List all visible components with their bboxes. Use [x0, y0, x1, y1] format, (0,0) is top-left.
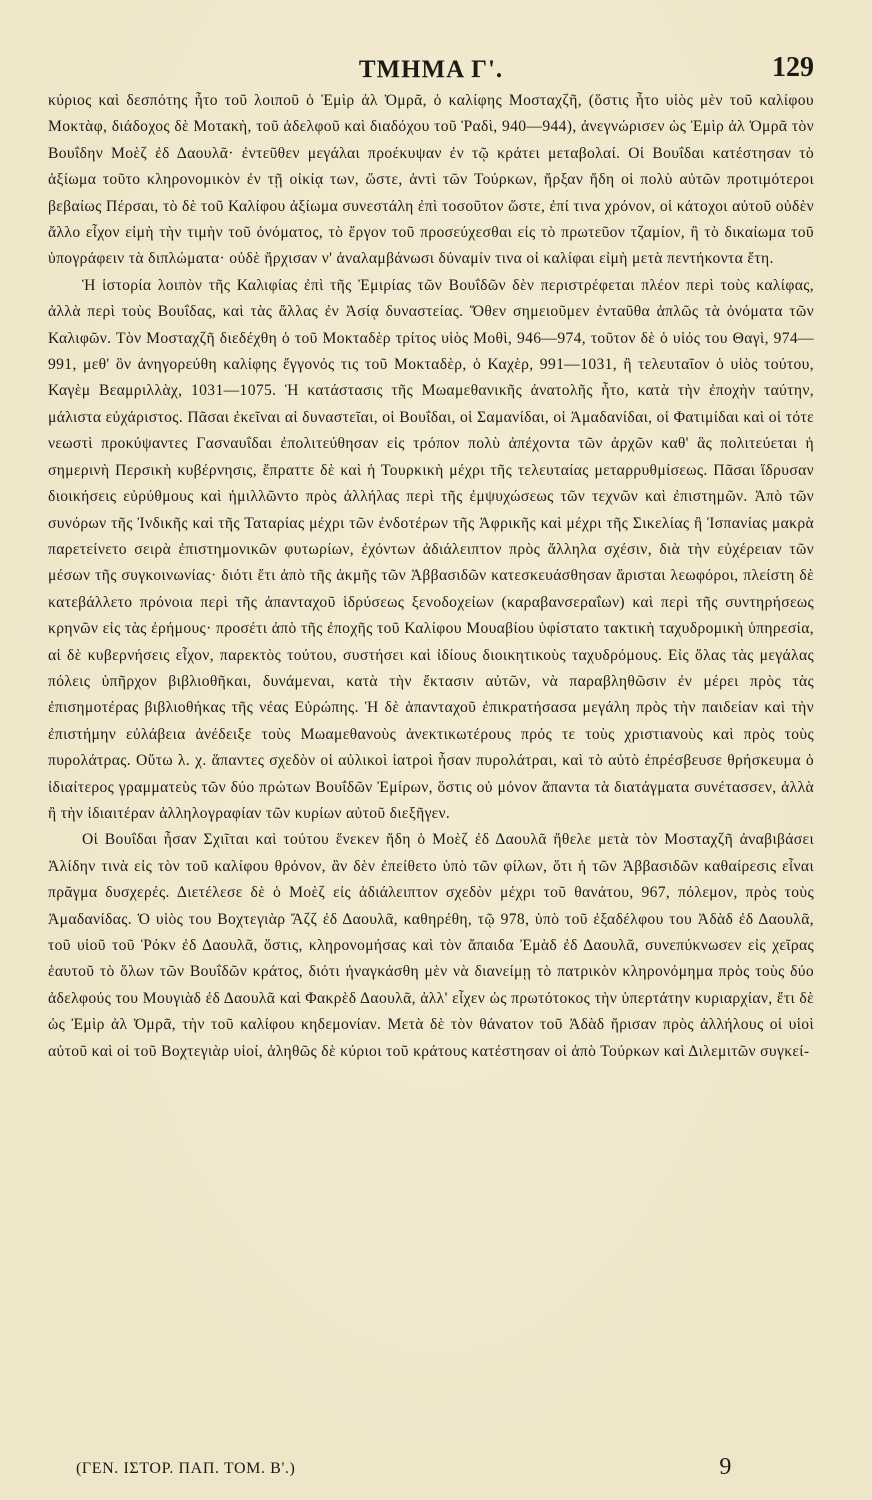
paragraph-buyids: Οἱ Βουΐδαι ἦσαν Σχιῖται καὶ τούτου ἕνεκεν ἤδη ὁ Μοὲζ ἐδ Δαουλᾶ ἤθελε μετὰ τὸν Μοσταχζῆ ἀναβιβάσει Ἀλίδην τινὰ εἰς τὸν τοῦ καλίφου θρόνον, ἂν δὲν ἐπείθετο ὑπὸ τῶν φίλων, ὅτι ἡ τῶν Ἀββασιδῶν καθαίρεσις εἶναι πρᾶγμα δυσχερές. Διετέλεσε δὲ ὁ Μοὲζ εἰς ἀδιάλειπτον σχεδὸν μέχρι τοῦ θανάτου, 967, πόλεμον, πρὸς τοὺς Ἀμαδανίδας. Ὁ υἱὸς του Βοχτεγιὰρ Ἄζζ ἐδ Δαουλᾶ, καθηρέθη, τῷ 978, ὑπὸ τοῦ ἐξαδέλφου του Ἀδὰδ ἐδ Δαουλᾶ, τοῦ υἱοῦ τοῦ Ῥόκν ἐδ Δαουλᾶ, ὅστις, κληρονομήσας καὶ τὸν ἄπαιδα Ἐμὰδ ἐδ Δαουλᾶ, συνεπύκνωσεν εἰς χεῖρας ἑαυτοῦ τὸ ὅλων τῶν Βουΐδῶν κράτος, διότι ἠναγκάσθη μὲν νὰ διανείμῃ τὸ πατρικὸν κληρονόμημα πρὸς τοὺς δύο ἀδελφούς του Μουγιὰδ ἐδ Δαουλᾶ καὶ Φακρὲδ Δαουλᾶ, ἀλλ' εἶχεν ὡς πρωτότοκος τὴν ὑπερτάτην κυριαρχίαν, ἔτι δὲ ὡς Ἐμὶρ ἀλ Ὀμρᾶ, τὴν τοῦ καλίφου κηδεμονίαν. Μετὰ δὲ τὸν θάνατον τοῦ Ἀδὰδ ἤρισαν πρὸς ἀλλήλους οἱ υἱοὶ αὐτοῦ καὶ οἱ τοῦ Βοχτεγιὰρ υἱοί, ἀληθῶς δὲ κύριοι τοῦ κράτους κατέστησαν οἱ ἀπὸ Τούρκων καὶ Διλεμιτῶν συγκεί- [48, 831, 814, 1060]
section-title: ΤΜΗΜΑ Γ'. [358, 56, 504, 83]
paragraph-caliphs-history: Ἡ ἱστορία λοιπὸν τῆς Καλιφίας ἐπὶ τῆς Ἐμιρίας τῶν Βουΐδῶν δὲν περιστρέφεται πλέον περὶ τοὺς καλίφας, ἀλλὰ περὶ τοὺς Βουΐδας, καὶ τὰς ἄλλας ἐν Ἀσίᾳ δυναστείας. Ὅθεν σημειοῦμεν ἐνταῦθα ἁπλῶς τὰ ὀνόματα τῶν Καλιφῶν. Τὸν Μοσταχζῆ διεδέχθη ὁ τοῦ Μοκταδὲρ τρίτος υἱὸς Μοθὶ, 946—974, τοῦτον δὲ ὁ υἱός του Θαγὶ, 974—991, μεθ' ὃν ἀνηγορεύθη καλίφης ἔγγονός τις τοῦ Μοκταδὲρ, ὁ Καχὲρ, 991—1031, ἢ τελευταῖον ὁ υἱὸς τούτου, Καγὲμ Βεαμριλλὰχ, 1031—1075. Ἡ κατάστασις τῆς Μωαμεθανικῆς ἀνατολῆς ἦτο, κατὰ τὴν ἐποχὴν ταύτην, μάλιστα εὐχάριστος. Πᾶσαι ἐκεῖναι αἱ δυναστεῖαι, οἱ Βουΐδαι, οἱ Σαμανίδαι, οἱ Ἀμαδανίδαι, οἱ Φατιμίδαι καὶ οἱ τότε νεωστὶ προκύψαντες Γασναυΐδαι ἐπολιτεύθησαν εἰς τρόπον πολὺ ἀπέχοντα τῶν ἀρχῶν καθ' ἃς πολιτεύεται ἡ σημερινὴ Περσικὴ κυβέρνησις, ἔπραττε δὲ καὶ ἡ Τουρκικὴ μέχρι τῆς τελευταίας μεταρρυθμίσεως. Πᾶσαι ἵδρυσαν διοικήσεις εὐρύθμους καὶ ἡμιλλῶντο πρὸς ἀλλήλας περὶ τῆς ἐμψυχώσεως τῶν τεχνῶν καὶ ἐπιστημῶν. Ἀπὸ τῶν συνόρων τῆς Ἰνδικῆς καὶ τῆς Ταταρίας μέχρι τῶν ἐνδοτέρων τῆς Ἀφρικῆς καὶ μέχρι τῆς Σικελίας ἢ Ἱσπανίας μακρὰ παρετείνετο σειρὰ ἐπιστημονικῶν φυτωρίων, ἐχόντων ἀδιάλειπτον πρὸς ἄλληλα σχέσιν, διὰ τὴν εὐχέρειαν τῶν μέσων τῆς συγκοινωνίας· διότι ἔτι ἀπὸ τῆς ἀκμῆς τῶν Ἀββασιδῶν κατεσκευάσθησαν ἄρισται λεωφόροι, πλείστη δὲ κατεβάλλετο πρόνοια περὶ τῆς ἁπανταχοῦ ἱδρύσεως ξενοδοχείων (καραβανσεραΐων) καὶ περὶ τῆς συντηρήσεως κρηνῶν εἰς τὰς ἐρήμους· προσέτι ἀπὸ τῆς ἐποχῆς τοῦ Καλίφου Μουαβίου ὑφίστατο τακτικὴ ταχυδρομικὴ ὑπηρεσία, αἱ δὲ κυβερνήσεις εἶχον, παρεκτὸς τούτου, συστήσει καὶ ἰδίους διοικητικοὺς ταχυδρόμους. Εἰς ὅλας τὰς μεγάλας πόλεις ὑπῆρχον βιβλιοθῆκαι, δυνάμεναι, κατὰ τὴν ἔκτασιν αὐτῶν, νὰ παραβληθῶσιν ἐν μέρει πρὸς τὰς ἐπισημοτέρας βιβλιοθήκας τῆς νέας Εὐρώπης. Ἡ δὲ ἁπανταχοῦ ἐπικρατήσασα μεγάλη πρὸς τὴν παιδείαν καὶ τὴν ἐπιστήμην εὐλάβεια ἀνέδειξε τοὺς Μωαμεθανοὺς ἀνεκτικωτέρους πρός τε τοὺς χριστιανοὺς καὶ πρὸς τοὺς πυρολάτρας. Οὕτω λ. χ. ἅπαντες σχεδὸν οἱ αὐλικοὶ ἰατροὶ ἦσαν πυρολάτραι, καὶ τὸ αὐτὸ ἐπρέσβευσε θρήσκευμα ὁ ἰδιαίτερος γραμματεὺς τῶν δύο πρώτων Βουΐδῶν Ἐμίρων, ὅστις οὐ μόνον ἅπαντα τὰ διατάγματα συνέτασσεν, ἀλλὰ ἢ τὴν ἰδιαιτέραν ἀλληλογραφίαν τῶν κυρίων αὐτοῦ διεξῆγεν. [48, 276, 814, 822]
running-head [48, 44, 814, 88]
sheet-mark: 9 [719, 1454, 732, 1480]
page-footer [76, 1454, 732, 1490]
printer-signature: (ΓΕΝ. ΙΣΤΟΡ. ΠΑΠ. ΤΟΜ. Β'.) [76, 1460, 296, 1477]
paragraph-continuation: κύριος καὶ δεσπότης ἦτο τοῦ λοιποῦ ὁ Ἐμὶρ ἀλ Ὀμρᾶ, ὁ καλίφης Μοσταχζῆ, (ὅστις ἦτο υἱὸς μὲν τοῦ καλίφου Μοκτὰφ, διάδοχος δὲ Μοτακὴ, τοῦ ἀδελφοῦ καὶ διαδόχου τοῦ Ῥαδὶ, 940—944), ἀνεγνώρισεν ὡς Ἐμὶρ ἀλ Ὀμρᾶ τὸν Βουΐδην Μοὲζ ἐδ Δαουλᾶ· ἐντεῦθεν μεγάλαι προέκυψαν ἐν τῷ κράτει μεταβολαί. Οἱ Βουΐδαι κατέστησαν τὸ ἀξίωμα τοῦτο κληρονομικὸν ἐν τῇ οἰκίᾳ των, ὥστε, ἀντὶ τῶν Τούρκων, ἤρξαν ἤδη οἱ πολὺ αὐτῶν προτιμότεροι βεβαίως Πέρσαι, τὸ δὲ τοῦ Καλίφου ἀξίωμα συνεστάλη ἐπὶ τοσοῦτον ὥστε, ἐπί τινα χρόνον, οἱ κάτοχοι αὐτοῦ οὐδὲν ἄλλο εἶχον εἰμὴ τὴν τιμὴν τοῦ ὀνόματος, τὸ ἔργον τοῦ προσεύχεσθαι εἰς τὸ πρωτεῦον τζαμίον, ἢ τὸ δικαίωμα τοῦ ὑπογράφειν τὰ διπλώματα· οὐδὲ ἤρχισαν ν' ἀναλαμβάνωσι δύναμίν τινα οἱ καλίφαι εἰμὴ μετὰ πεντήκοντα ἔτη. [48, 92, 814, 268]
body-text [48, 88, 814, 1065]
page-number: 129 [772, 52, 814, 83]
